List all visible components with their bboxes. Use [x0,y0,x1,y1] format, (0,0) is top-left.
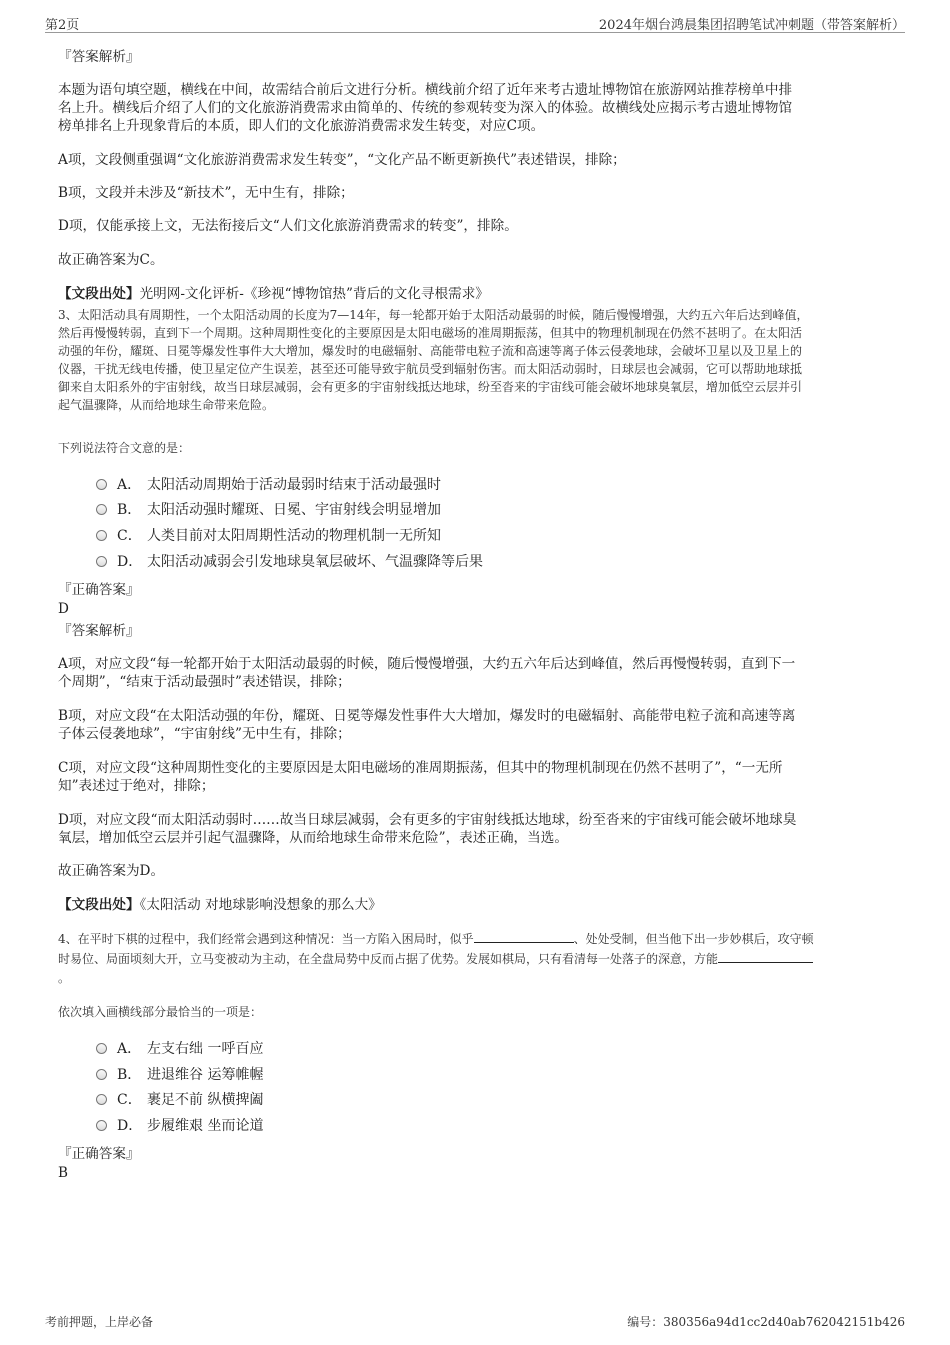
page-header [45,12,905,33]
q2-analysis-line: 榜单排名上升现象背后的本质，即人们的文化旅游消费需求发生转变，对应C项。 [58,118,545,134]
footer-code: 编号：380356a94d1cc2d40ab762042151b426 [627,1315,905,1329]
q3-analysis-line: 个周期”，“结束于活动最强时”表述错误，排除； [58,674,351,690]
q4-option-c[interactable]: C． 裹足不前 纵横捭阖 [96,1090,263,1110]
q3-analysis-line: D项，对应文段“而太阳活动弱时……故当日球层减弱，会有更多的宇宙射线抵达地球，纷至沓来的宇宙线可能会破坏地球臭 [58,812,797,828]
q3-analysis-line: 子体云侵袭地球”，“宇宙射线”无中生有，排除； [58,726,351,742]
q2-analysis-line: 名上升。横线后介绍了人们的文化旅游消费需求由简单的、传统的参观转变为深入的体验。故横线处应揭示考古遗址博物馆 [58,100,793,116]
q2-analysis-heading: 『答案解析』 [58,49,140,65]
q4-stem-line: 时易位、局面顷刻大开，立马变被动为主动，在全盘局势中反而占据了优势。发展如棋局，只有看清每一处落子的深意，方能 [58,950,893,968]
q3-analysis-line: 知”表述过于绝对，排除； [58,778,215,794]
radio-icon[interactable] [96,504,107,515]
source-text: 光明网-文化评析-《珍视“博物馆热”背后的文化寻根需求》 [139,286,489,302]
q2-analysis-line: 本题为语句填空题，横线在中间，故需结合前后文进行分析。横线前介绍了近年来考古遗址博物馆在旅游网站推荐榜单中排 [58,82,793,98]
fill-blank [718,950,813,963]
q4-answer-heading: 『正确答案』 [58,1146,140,1162]
q2-point-b: B项，文段并未涉及“新技术”，无中生有，排除； [58,185,354,201]
q3-analysis-line: 氧层，增加低空云层并引起气温骤降，从而给地球生命带来危险”，表述正确，当选。 [58,830,568,846]
radio-icon[interactable] [96,1069,107,1080]
q3-option-c[interactable]: C． 人类目前对太阳周期性活动的物理机制一无所知 [96,526,441,546]
fill-blank [474,930,574,943]
q4-answer: B [58,1165,68,1181]
q2-point-d: D项，仅能承接上文，无法衔接后文“人们文化旅游消费需求的转变”，排除。 [58,218,518,234]
footer-slogan: 考前押题，上岸必备 [45,1315,154,1329]
q4-prompt: 依次填入画横线部分最恰当的一项是： [58,1005,263,1019]
q2-source [58,285,893,303]
q3-answer-heading: 『正确答案』 [58,582,140,598]
q3-answer: D [58,601,69,617]
q3-analysis-line: B项，对应文段“在太阳活动强的年份，耀斑、日冕等爆发性事件大大增加，爆发时的电磁辐射、高能带电粒子流和高速等离 [58,708,796,724]
q3-stem-line: 仪器，干扰无线电传播，使卫星定位产生误差，甚至还可能导致宇航员受到辐射伤害。而太阳活动弱时，日球层也会减弱，它可以帮助地球抵 [58,362,803,376]
radio-icon[interactable] [96,556,107,567]
q4-stem-line: 4、在平时下棋的过程中，我们经常会遇到这种情况：当一方陷入困局时，似乎 、处处受制，但当他下出一步妙棋后，攻守顿 [58,932,814,946]
radio-icon[interactable] [96,1094,107,1105]
q3-analysis-heading: 『答案解析』 [58,623,140,639]
page-footer [45,1313,905,1333]
radio-icon[interactable] [96,1043,107,1054]
q4-option-a[interactable]: A． 左支右绌 一呼百应 [96,1039,263,1059]
q3-stem-line: 3、太阳活动具有周期性，一个太阳活动周的长度为7—14年，每一轮都开始于太阳活动最弱的时候，随后慢慢增强，大约五六年后达到峰值， [58,308,809,322]
q2-point-a: A项，文段侧重强调“文化旅游消费需求发生转变”，“文化产品不断更新换代”表述错误，排除； [58,152,626,168]
q3-stem-line: 动强的年份，耀斑、日冕等爆发性事件大大增加，爆发时的电磁辐射、高能带电粒子流和高速等离子体云侵袭地球，会破坏卫星以及卫星上的 [58,344,803,358]
q3-conclusion: 故正确答案为D。 [58,863,165,879]
source-label: 【文段出处】 [58,286,140,302]
q4-option-b[interactable]: B． 进退维谷 运筹帷幄 [96,1065,263,1085]
q2-conclusion: 故正确答案为C。 [58,252,164,268]
q3-option-a[interactable]: A． 太阳活动周期始于活动最弱时结束于活动最强时 [96,475,441,495]
q3-stem-line: 起气温骤降，从而给地球生命带来危险。 [58,398,275,412]
page-number: 第2页 [45,18,80,33]
q3-option-d[interactable]: D． 太阳活动减弱会引发地球臭氧层破坏、气温骤降等后果 [96,552,483,572]
radio-icon[interactable] [96,479,107,490]
q3-stem-line: 然后再慢慢转弱，直到下一个周期。这种周期性变化的主要原因是太阳电磁场的准周期振荡，但其中的物理机制现在仍然不甚明了。在太阳活 [58,326,803,340]
q4-stem-end: 。 [58,971,71,985]
source-text: 《太阳活动 对地球影响没想象的那么大》 [139,897,382,913]
q4-option-d[interactable]: D． 步履维艰 坐而论道 [96,1116,263,1136]
q3-analysis-line: C项，对应文段“这种周期性变化的主要原因是太阳电磁场的准周期振荡，但其中的物理机制现在仍然不甚明了”，“一无所 [58,760,783,776]
document-title: 2024年烟台鸿晨集团招聘笔试冲刺题（带答案解析） [598,18,905,33]
q3-prompt: 下列说法符合文意的是： [58,441,191,455]
q3-source [58,896,893,914]
radio-icon[interactable] [96,1120,107,1131]
q3-option-b[interactable]: B． 太阳活动强时耀斑、日冕、宇宙射线会明显增加 [96,500,441,520]
q3-stem-line: 御来自太阳系外的宇宙射线，故当日球层减弱，会有更多的宇宙射线抵达地球，纷至沓来的宇宙线可能会破坏地球臭氧层，增加低空云层并引 [58,380,803,394]
q3-analysis-line: A项，对应文段“每一轮都开始于太阳活动最弱的时候，随后慢慢增强，大约五六年后达到峰值，然后再慢慢转弱，直到下一 [58,656,796,672]
source-label: 【文段出处】 [58,897,140,913]
radio-icon[interactable] [96,530,107,541]
